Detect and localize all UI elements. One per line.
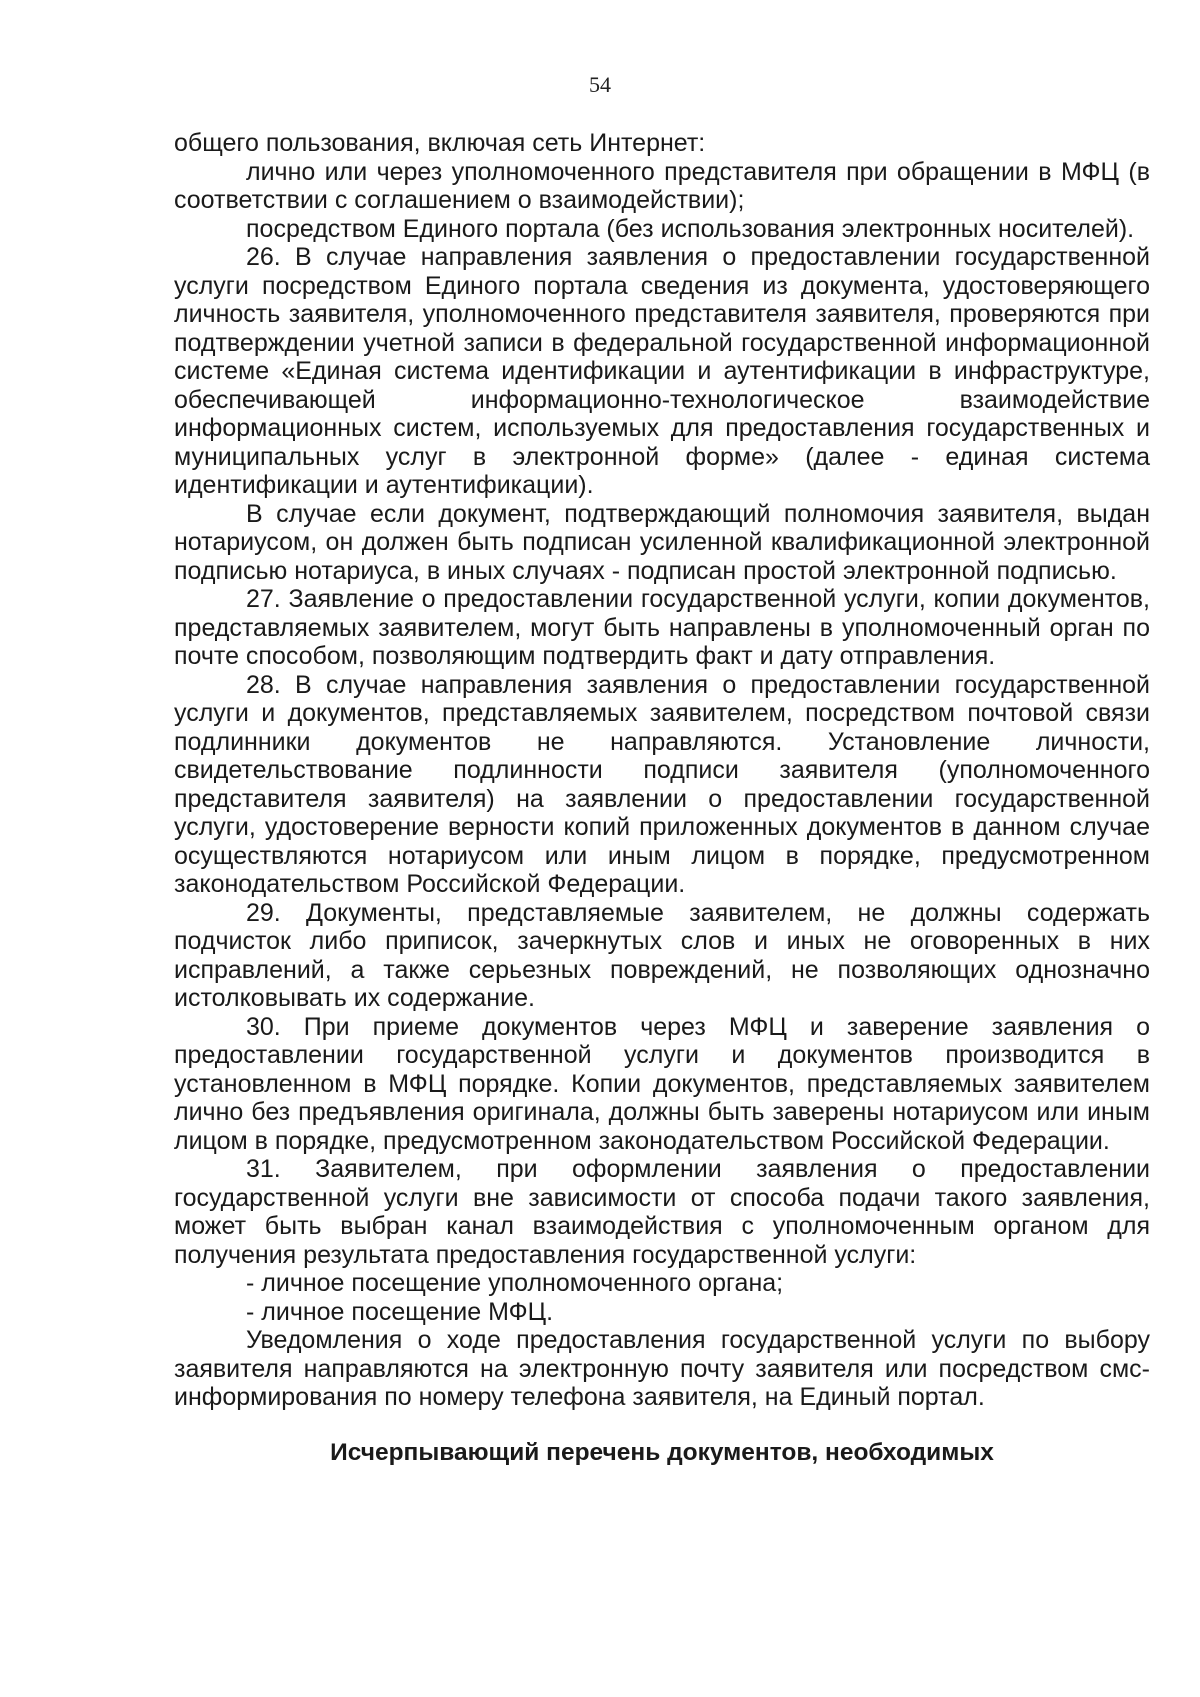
paragraph-29: 29. Документы, представляемые заявителем, не должны содержать подчисток либо приписок, зачеркнутых слов и иных не оговоренных в них исправлений, а также серьезных повреждений, не позволяющих однозначно истолковывать их содержание. — [174, 898, 1150, 1012]
paragraph: В случае если документ, подтверждающий полномочия заявителя, выдан нотариусом, он должен быть подписан усиленной квалификационной электронной подписью нотариуса, в иных случаях - подписан простой электронной подписью. — [174, 499, 1150, 585]
list-item: - личное посещение уполномоченного органа; — [246, 1269, 784, 1297]
page-number: 54 — [589, 72, 611, 97]
list-item: - личное посещение МФЦ. — [246, 1297, 554, 1326]
paragraph-28: 28. В случае направления заявления о предоставлении государственной услуги и документов, представляемых заявителем, посредством почтовой связи подлинники документов не направляются. Установление личности, свидетельствование подлинности подписи заявителя (уполномоченного представителя заявителя) на заявлении о предоставлении государственной услуги, удостоверение верности копий приложенных документов в данном случае осуществляются нотариусом или иным лицом в порядке, предусмотренном законодательством Российской Федерации. — [174, 670, 1150, 898]
paragraph-30: 30. При приеме документов через МФЦ и заверение заявления о предоставлении государственной услуги и документов производится в установленном в МФЦ порядке. Копии документов, представляемых заявителем лично без предъявления оригинала, должны быть заверены нотариусом или иным лицом в порядке, предусмотренном законодательством Российской Федерации. — [174, 1012, 1150, 1155]
section-heading: Исчерпывающий перечень документов, необходимых — [330, 1438, 994, 1466]
paragraph-26: 26. В случае направления заявления о предоставлении государственной услуги посредством Единого портала сведения из документа, удостоверяющего личность заявителя, уполномоченного представителя заявителя, проверяются при подтверждении учетной записи в федеральной государственной информационной системе «Единая система идентификации и аутентификации в инфраструктуре, обеспечивающей информационно-технологическое взаимодействие информационных систем, используемых для предоставления государственных и муниципальных услуг в электронной форме» (далее - единая система идентификации и аутентификации). — [174, 243, 1150, 499]
paragraph-27: 27. Заявление о предоставлении государственной услуги, копии документов, представляемых заявителем, могут быть направлены в уполномоченный орган по почте способом, позволяющим подтвердить факт и дату отправления. — [174, 585, 1150, 670]
paragraph-31: 31. Заявителем, при оформлении заявления о предоставлении государственной услуги вне зависимости от способа подачи такого заявления, может быть выбран канал взаимодействия с уполномоченным органом для получения результата предоставления государственной услуги: — [174, 1155, 1150, 1269]
document-body — [174, 129, 1150, 1467]
paragraph: общего пользования, включая сеть Интернет: — [174, 129, 706, 157]
paragraph: лично или через уполномоченного представителя при обращении в МФЦ (в соответствии с соглашением о взаимодействии); — [174, 157, 1150, 214]
paragraph: Уведомления о ходе предоставления государственной услуги по выбору заявителя направляются на электронную почту заявителя или посредством смс-информирования по номеру телефона заявителя, на Единый портал. — [174, 1326, 1150, 1411]
paragraph: посредством Единого портала (без использования электронных носителей). — [246, 214, 1135, 243]
